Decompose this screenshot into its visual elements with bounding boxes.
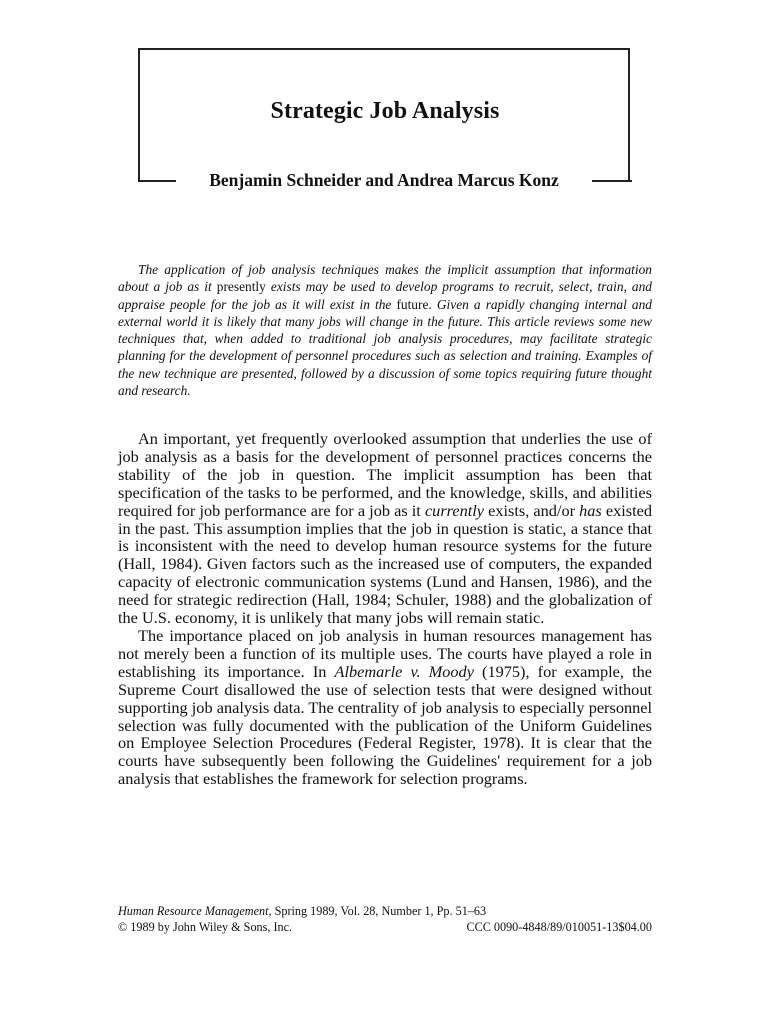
copyright-line [118,920,652,936]
page-footer [118,904,652,935]
body-text: exists, and/or [484,500,580,520]
body-text: (1975), for example, the Supreme Court disallowed the use of selection tests that were designed without supporting job analysis data. The centrality of job analysis to especially personnel selection was fully documented with the publication of the Uniform Guidelines on Employee Selection Procedures (Federal Register, 1978). It is clear that the courts have subsequently been following the Guidelines' requirement for a job analysis that establishes the framework for selection programs. [118,661,652,789]
body-text: existed in the past. This assumption implies that the job in question is static, a stance that is inconsistent with the need to develop human resource systems for the future (Hall, 1984). Given factors such as the increased use of computers, the expanded capacity of electronic communication systems (Lund and Hansen, 1986), and the need for strategic redirection (Hall, 1984; Schuler, 1988) and the globalization of the U.S. economy, it is unlikely that many jobs will remain static. [118,500,652,628]
title-frame-bottom-left [138,180,176,182]
body-text: The importance placed on job analysis in human resources management has not merely been a function of its multiple uses. The courts have played a role in establishing its importance. In [118,625,652,681]
body-paragraph-2 [118,627,652,788]
body-emphasis: has [579,500,602,520]
body-emphasis: currently [424,500,485,520]
article-title: Strategic Job Analysis [270,98,500,124]
journal-issue: Spring 1989, Vol. 28, Number 1, Pp. 51–63 [271,904,487,918]
abstract-emphasis: presently [216,279,266,295]
journal-name: Human Resource Management, [118,904,272,918]
abstract-emphasis: future. [396,296,432,312]
abstract [118,261,652,399]
case-citation: Albemarle v. Moody [334,661,474,681]
abstract-text: The application of job analysis techniques makes the implicit assumption that information about a job as it [118,262,652,295]
abstract-text: exists may be used to develop programs to recruit, select, train, and appraise people for the job as it will exist in the [118,279,652,312]
body-paragraph-1 [118,430,652,627]
article-body [118,430,652,788]
abstract-text: Given a rapidly changing internal and external world it is likely that many jobs will change in the future. This article reviews some new techniques that, when added to traditional job analysis procedures, may facilitate strategic planning for the development of personnel procedures such as selection and training. Examples of the new technique are presented, followed by a discussion of some topics requiring future thought and research. [118,296,652,399]
body-text: An important, yet frequently overlooked assumption that underlies the use of job analysis as a basis for the development of personnel practices concerns the stability of the job in question. The implicit assumption has been that specification of the tasks to be performed, and the knowledge, skills, and abilities required for job performance are for a job as it [118,429,652,520]
title-frame-bottom-right [592,180,632,182]
ccc-code: CCC 0090-4848/89/010051-13$04.00 [466,919,652,934]
article-authors: Benjamin Schneider and Andrea Marcus Konz [209,170,559,190]
copyright-notice: © 1989 by John Wiley & Sons, Inc. [118,919,293,934]
journal-citation [118,904,652,920]
